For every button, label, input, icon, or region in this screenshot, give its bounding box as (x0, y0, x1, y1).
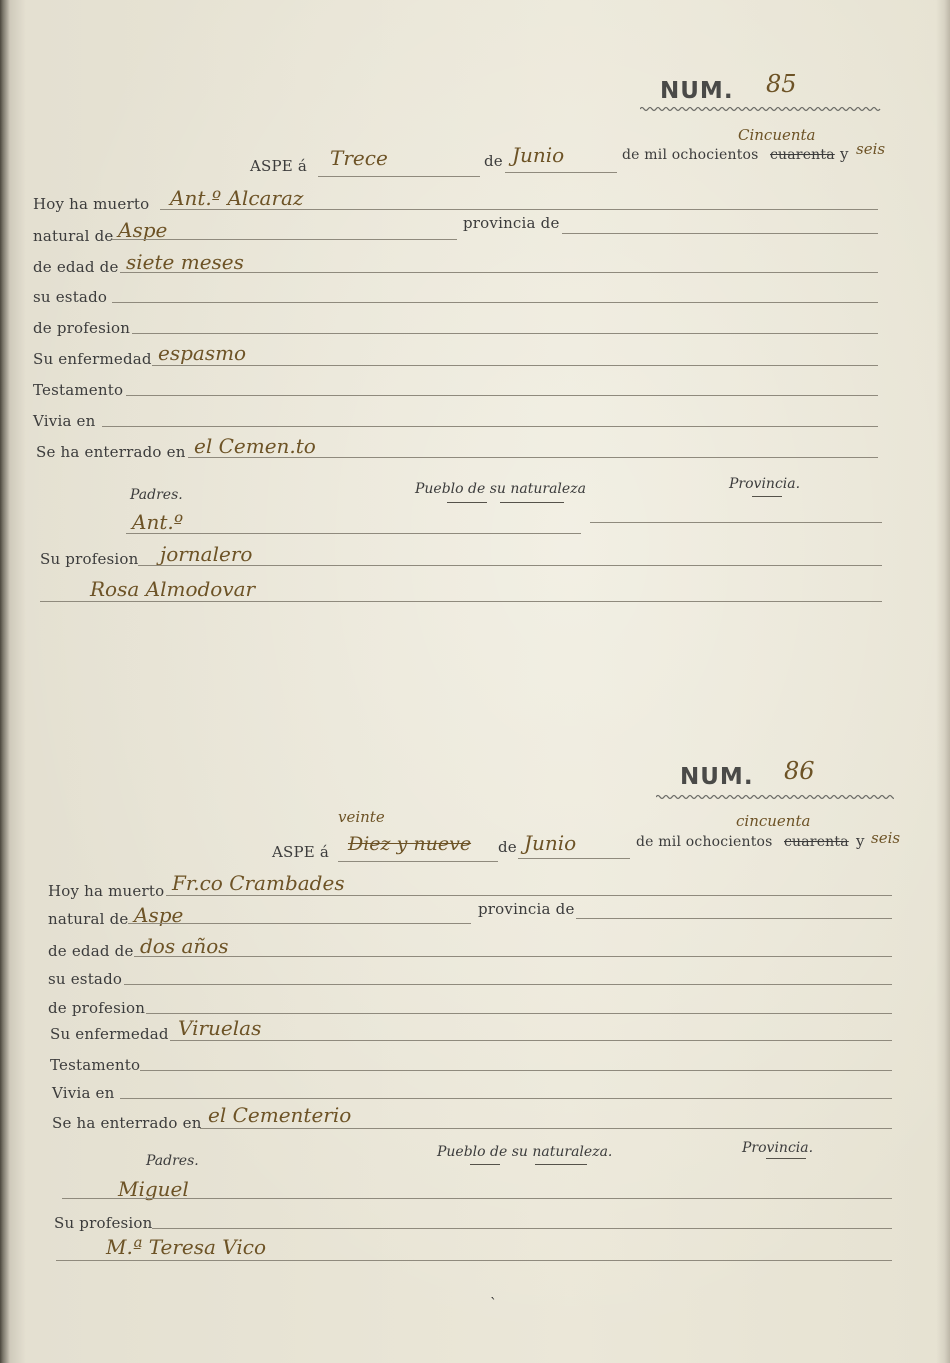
record-number-label: NUM. (680, 764, 754, 790)
day-above-value: veinte (338, 808, 385, 826)
buried-value: el Cementerio (208, 1103, 352, 1127)
illness-label: Su enfermedad (33, 350, 152, 368)
deceased-name: Ant.º Alcaraz (170, 186, 304, 210)
father-profession-label: Su profesion (54, 1214, 153, 1232)
ornamental-rule (640, 106, 884, 112)
illness-label: Su enfermedad (50, 1025, 169, 1043)
mother-name: Rosa Almodovar (90, 577, 256, 601)
deceased-label: Hoy ha muerto (48, 882, 165, 900)
residence-label: Vivia en (52, 1084, 115, 1102)
will-label: Testamento (33, 381, 124, 399)
year-above-value: Cincuenta (738, 126, 816, 144)
parents-label: Padres. (146, 1153, 199, 1169)
father-name: Ant.º (132, 510, 184, 534)
de-label: de (484, 152, 503, 170)
hometown-col-label: Pueblo de su naturaleza (415, 481, 586, 497)
residence-label: Vivia en (33, 412, 96, 430)
province-col-label: Provincia. (729, 476, 801, 492)
year-y: y (840, 145, 849, 163)
month-value: Junio (524, 831, 577, 855)
mother-name: M.ª Teresa Vico (106, 1235, 266, 1259)
age-label: de edad de (33, 258, 119, 276)
buried-value: el Cemen.to (194, 434, 316, 458)
ink-mark: ˋ (490, 1296, 497, 1312)
year-struck: cuarenta (784, 834, 849, 850)
year-suffix-value: seis (871, 829, 901, 847)
age-label: de edad de (48, 942, 134, 960)
natural-label: natural de (33, 227, 114, 245)
buried-label: Se ha enterrado en (52, 1114, 202, 1132)
hometown-col-label: Pueblo de su naturaleza. (437, 1144, 613, 1160)
will-label: Testamento (50, 1056, 141, 1074)
age-value: dos años (140, 934, 229, 958)
record-number-label: NUM. (660, 78, 734, 104)
age-value: siete meses (126, 250, 244, 274)
year-suffix-value: seis (856, 140, 886, 158)
provincia-label: provincia de (463, 214, 560, 232)
natural-value: Aspe (118, 218, 168, 242)
de-label: de (498, 838, 517, 856)
natural-label: natural de (48, 910, 129, 928)
record-number-value: 86 (784, 757, 815, 785)
civil-status-label: su estado (33, 288, 108, 306)
record-number-value: 85 (766, 70, 797, 98)
deceased-name: Fr.co Crambades (172, 871, 345, 895)
father-name: Miguel (118, 1177, 189, 1201)
year-struck: cuarenta (770, 147, 835, 163)
provincia-label: provincia de (478, 900, 575, 918)
year-y: y (856, 832, 865, 850)
civil-status-label: su estado (48, 970, 123, 988)
day-value: Diez y nueve (348, 833, 472, 855)
province-col-label: Provincia. (742, 1140, 814, 1156)
place-label: ASPE á (272, 843, 330, 861)
buried-label: Se ha enterrado en (36, 443, 186, 461)
deceased-label: Hoy ha muerto (33, 195, 150, 213)
month-value: Junio (512, 143, 565, 167)
year-prefix: de mil ochocientos (636, 834, 773, 850)
ornamental-rule (656, 794, 894, 800)
illness-value: Viruelas (178, 1016, 262, 1040)
profession-label: de profesion (48, 999, 146, 1017)
profession-label: de profesion (33, 319, 131, 337)
day-value: Trece (330, 146, 388, 170)
illness-value: espasmo (158, 341, 247, 365)
year-above-value: cincuenta (736, 812, 811, 830)
father-profession-label: Su profesion (40, 550, 139, 568)
place-label: ASPE á (250, 157, 308, 175)
parents-label: Padres. (130, 487, 183, 503)
father-profession: jornalero (160, 542, 253, 566)
year-prefix: de mil ochocientos (622, 147, 759, 163)
natural-value: Aspe (134, 903, 184, 927)
